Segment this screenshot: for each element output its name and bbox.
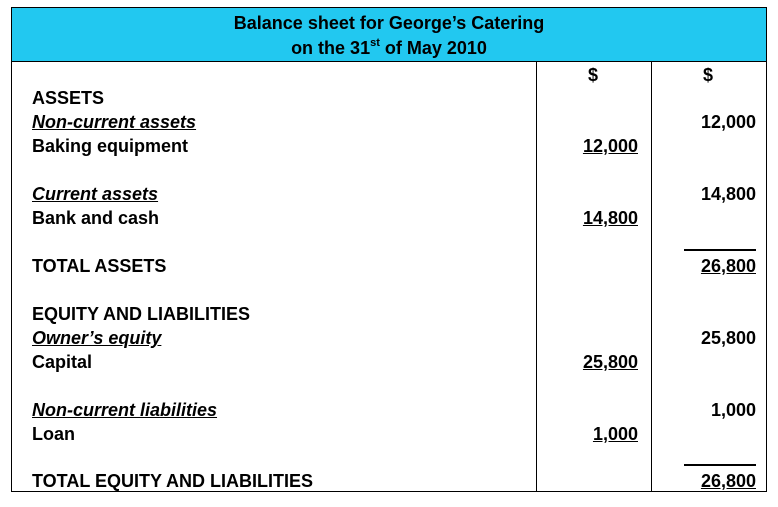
total-equity-liabilities-value: 26,800	[700, 471, 756, 491]
balance-sheet	[11, 7, 767, 492]
capital-amount: 25,800	[582, 352, 638, 372]
total-eq-liab-rule	[684, 464, 756, 466]
total-assets-value: 26,800	[700, 256, 756, 276]
col1-currency-header: $	[587, 65, 598, 85]
title-line-2: on the 31st of May 2010	[291, 37, 487, 58]
current-assets-total: 14,800	[700, 184, 756, 204]
title-line-1: Balance sheet for George’s Catering	[233, 13, 545, 33]
column-divider-2	[651, 62, 652, 491]
total-assets-label: TOTAL ASSETS	[32, 256, 167, 276]
equity-liabilities-heading: EQUITY AND LIABILITIES	[32, 304, 251, 324]
loan-label: Loan	[32, 424, 75, 444]
total-assets-rule	[684, 249, 756, 251]
bank-cash-amount: 14,800	[582, 208, 638, 228]
bank-cash-label: Bank and cash	[32, 208, 160, 228]
loan-amount: 1,000	[592, 424, 638, 444]
noncurrent-assets-total: 12,000	[700, 112, 756, 132]
sheet-title	[12, 8, 766, 62]
owners-equity-label: Owner’s equity	[32, 328, 162, 348]
noncurrent-liabilities-total: 1,000	[710, 400, 756, 420]
owners-equity-total: 25,800	[700, 328, 756, 348]
noncurrent-liabilities-label: Non-current liabilities	[32, 400, 218, 420]
current-assets-label: Current assets	[32, 184, 159, 204]
column-divider-1	[536, 62, 537, 491]
noncurrent-assets-label: Non-current assets	[32, 112, 197, 132]
assets-heading: ASSETS	[32, 88, 105, 108]
col2-currency-header: $	[702, 65, 713, 85]
total-equity-liabilities-label: TOTAL EQUITY AND LIABILITIES	[32, 471, 314, 491]
capital-label: Capital	[32, 352, 93, 372]
baking-equipment-label: Baking equipment	[32, 136, 189, 156]
baking-equipment-amount: 12,000	[582, 136, 638, 156]
